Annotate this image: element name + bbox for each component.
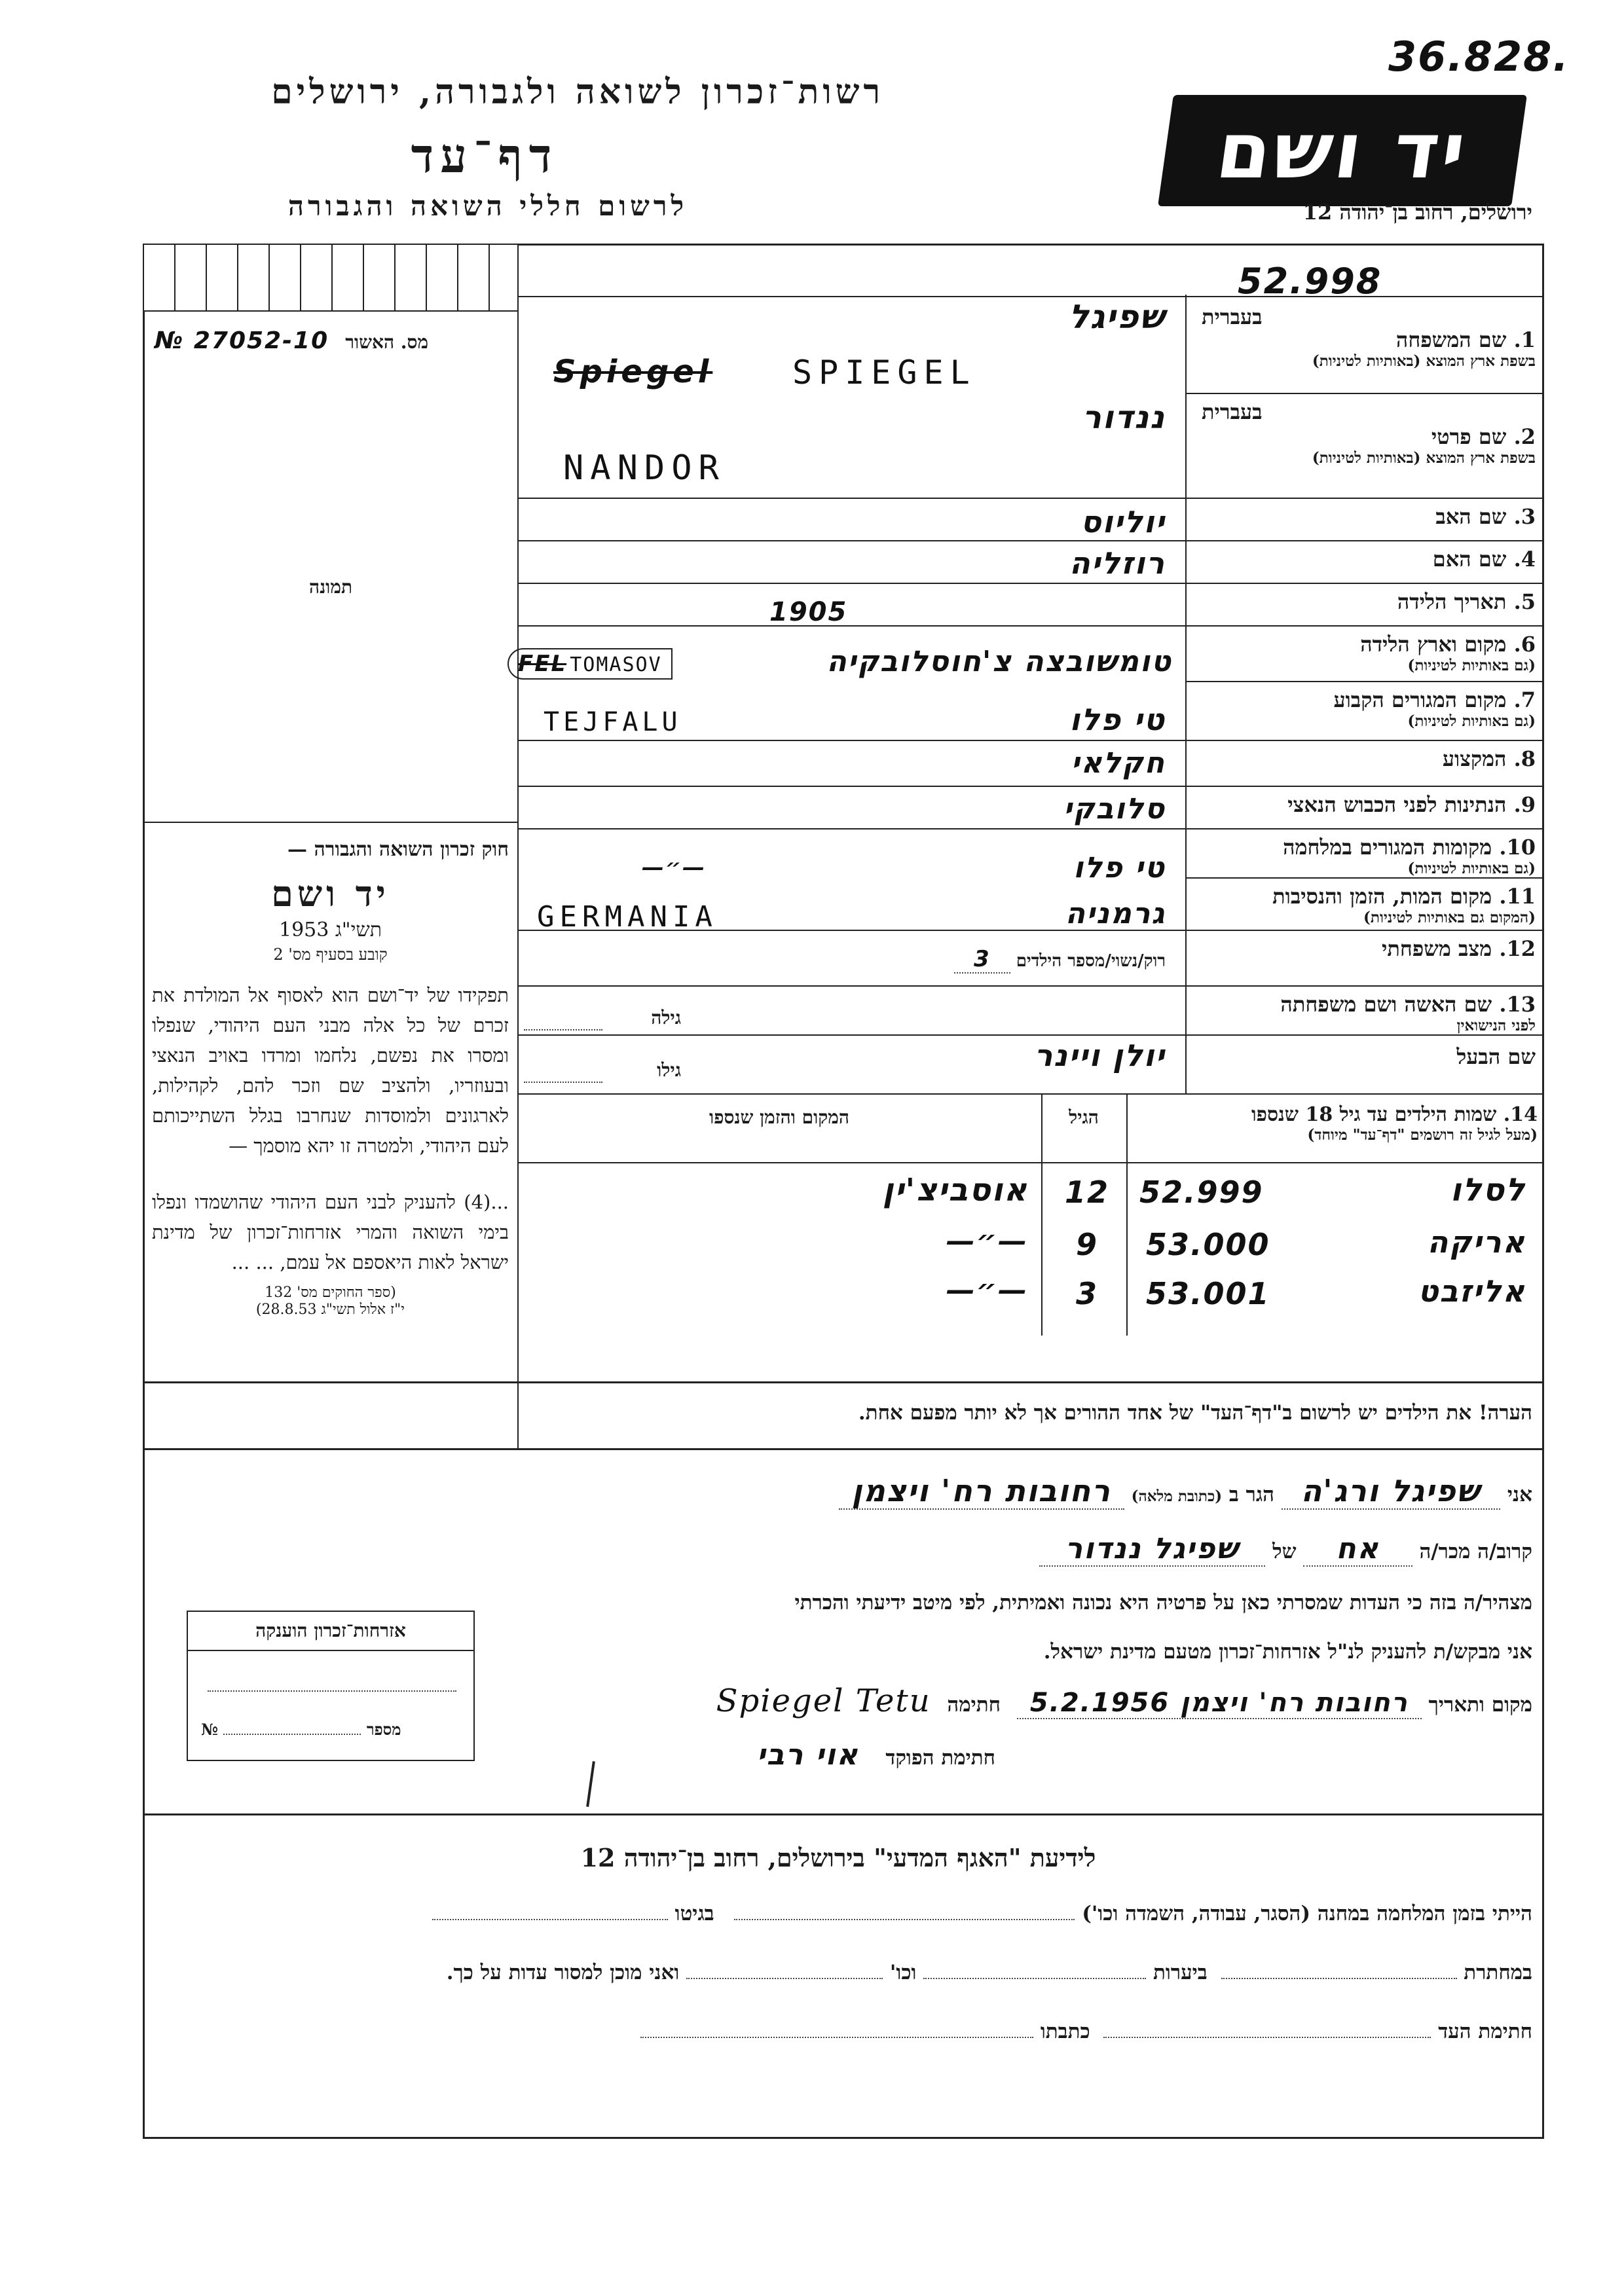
witness-address-label: כתבתו [1040, 2020, 1090, 2043]
law-name: יד ושם [271, 873, 390, 915]
child-row [517, 1273, 1544, 1326]
field-11-sub: (המקום גם באותיות לטיניות) [1363, 909, 1536, 926]
child-name: לסלו [1450, 1172, 1526, 1209]
wife-age-label: גילה [651, 1007, 681, 1029]
law-source-2: י"ז אלול תשי"ג 28.8.53) [255, 1302, 405, 1318]
law-body-2: ...(4) להעניק לבני העם היהודי שהושמדו ונפלו בימי השואה והמרי אזרחות־זכרון של מדינת ישראל לאות היאספם אל עמם, ... ... [152, 1191, 509, 1273]
place-col-header: המקום והזמן שנספו [709, 1106, 849, 1128]
field-5-value: 1905 [769, 597, 848, 627]
decl-mid: הגר ב [1228, 1483, 1274, 1506]
field-6-title: מקום וארץ הלידה [1360, 632, 1507, 657]
declaration-line-6 [537, 1738, 995, 1772]
field-9-value: סלובקי [1063, 792, 1166, 826]
field-2-num: 2. [1513, 424, 1536, 449]
approval-value: № 27052-10 [155, 327, 329, 354]
husband-value: יולן ויינר [1034, 1038, 1166, 1073]
field-6-num: 6. [1513, 632, 1536, 657]
citizenship-number [201, 1720, 463, 1740]
field-8-value: חקלאי [1071, 746, 1166, 780]
field-2-latin-value: NANDOR [563, 448, 726, 488]
photo-placeholder [147, 367, 514, 825]
field-11-num: 11. [1499, 884, 1536, 909]
declaration-line-4: אני מבקש/ת להעניק לנ"ל אזרחות־זכרון מטעם מדינת ישראל. [1043, 1640, 1532, 1664]
field-9-label [1192, 792, 1536, 817]
children-header [1132, 1103, 1538, 1144]
punch-strip [144, 245, 517, 312]
children-header-title: 14. שמות הילדים עד גיל 18 שנספו [1251, 1103, 1538, 1126]
signature-value: Spiegel Tetu [716, 1683, 931, 1719]
child-row [517, 1224, 1544, 1277]
field-8-title: המקצוע [1442, 746, 1507, 771]
field-4-label [1192, 547, 1536, 572]
victim-name: שפיגל ננדור [1039, 1532, 1266, 1567]
declaration-line-5 [498, 1683, 1532, 1719]
decl-relation-label: קרוב/ה מכר/ה [1419, 1540, 1532, 1563]
field-13-sub: לפני הנישואין [1456, 1017, 1536, 1034]
field-6-latin-struck: FEL [518, 651, 567, 677]
footer-camp-label: הייתי בזמן המלחמה במחנה (הסגר, עבודה, השמדה וכו') [1082, 1902, 1532, 1925]
field-8-label [1192, 746, 1536, 771]
field-9-title: הנתינות לפני הכבוש הנאצי [1287, 792, 1507, 817]
witness-signature-label: חתימת העד [1438, 2020, 1532, 2043]
sheet-number: 52.998 [1238, 261, 1382, 302]
form-title: דף־עד [411, 128, 559, 183]
citizenship-title: אזרחות־זכרון הוענקה [188, 1612, 473, 1651]
field-8-num: 8. [1513, 746, 1536, 771]
law-year: תשי"ג 1953 [279, 919, 382, 941]
field-2-title: שם פרטי [1431, 424, 1507, 449]
field-10-title: מקומות המגורים במלחמה [1283, 835, 1492, 860]
field-3-value: יוליוס [1080, 504, 1166, 539]
child-row [517, 1172, 1544, 1224]
field-2-sub: בשפת ארץ המוצא (באותיות לטיניות) [1312, 449, 1536, 467]
footer-forests-label: ביערות [1153, 1961, 1208, 1984]
footer-etc-label: וכו' [889, 1961, 917, 1984]
field-12-marital: רוק/נשוי/מספר הילדים [1016, 951, 1166, 971]
child-number: 53.001 [1146, 1276, 1270, 1311]
decl-sub: (כתובת מלאה) [1131, 1487, 1223, 1505]
declarant-relation: אח [1303, 1532, 1412, 1567]
field-1-latin-value: SPIEGEL [792, 354, 976, 392]
field-2-label [1192, 424, 1536, 467]
field-11-title: מקום המות, הזמן והנסיבות [1272, 884, 1492, 909]
officer-signature: אוי רבי [756, 1738, 859, 1772]
field-1-label [1192, 327, 1536, 370]
field-13-num: 13. [1499, 992, 1536, 1017]
authority-name: רשות־זכרון לשואה ולגבורה, ירושלים [271, 72, 884, 112]
field-2-heb-value: ננדור [1082, 399, 1166, 436]
footer-underground-label: במחתרת [1464, 1961, 1532, 1984]
address: ירושלים, רחוב בן־יהודה 12 [1302, 200, 1532, 225]
place-date-label: מקום ותאריך [1428, 1693, 1532, 1717]
child-place: —״— [946, 1224, 1028, 1258]
decl-of: של [1272, 1540, 1297, 1563]
declaration-line-1 [537, 1473, 1532, 1508]
law-clause: קובע בסעיף מס' 2 [273, 945, 388, 964]
child-place: אוסביצ'ין [882, 1172, 1028, 1209]
declarant-name: שפיגל ורג'ה [1282, 1473, 1500, 1510]
field-10-ditto: —״— [642, 854, 707, 881]
field-7-title: מקום המגורים הקבוע [1333, 687, 1507, 712]
law-body: תפקידו של יד־ושם הוא לאסוף אל המולדת את זכרם של כל אלה מבני העם היהודי, שנפלו ומסרו את נפשם, נלחמו ומרדו באויב הנאצי ובעוזריו, ולהציב שם וזכר להם, לקהילות, לארגונים ולמוסדות שנחרבו בגלל השתייכותם לעם היהודי, ולמטרה זו יהא מוסמך — [152, 984, 509, 1157]
field-11-label [1192, 884, 1536, 926]
field-13-title: שם האשה ושם משפחתה [1280, 992, 1492, 1017]
field-4-title: שם האם [1432, 547, 1507, 572]
field-1-num: 1. [1513, 327, 1536, 352]
no-sign: № [201, 1720, 219, 1739]
field-12-label [1192, 936, 1536, 961]
law-title: חוק זכרון השואה והגבורה — [287, 838, 509, 861]
child-name: אריקה [1427, 1224, 1526, 1260]
field-11-latin-value: GERMANIA [537, 900, 718, 934]
husband-label: שם הבעל [1456, 1044, 1536, 1069]
field-6-latin-value: TOMASOV [570, 653, 662, 676]
field-7-label [1192, 687, 1536, 730]
decl-pre: אני [1507, 1483, 1532, 1506]
footer-title: לידיעת "האגף המדעי" בירושלים, רחוב בן־יהודה 12 [580, 1843, 1096, 1872]
field-12-title: מצב משפחתי [1382, 936, 1492, 961]
field-10-num: 10. [1499, 835, 1536, 860]
approval-label: מס. האשור [345, 331, 429, 353]
field-1-heb-tag: בעברית [1202, 304, 1263, 329]
field-1-title: שם המשפחה [1395, 327, 1507, 352]
field-4-value: רוזליה [1069, 545, 1166, 581]
signature-label: חתימה [947, 1693, 1001, 1717]
child-number: 52.999 [1139, 1175, 1264, 1210]
field-6-latin [507, 648, 673, 680]
field-5-num: 5. [1513, 589, 1536, 614]
field-12-children: 3 [954, 946, 1010, 974]
citizenship-box [187, 1611, 475, 1761]
number-label: מספר [366, 1720, 401, 1739]
law-source: (ספר החוקים מס' 132 [265, 1285, 396, 1301]
field-7-num: 7. [1513, 687, 1536, 712]
place-date-value: רחובות רח' ויצמן 5.2.1956 [1017, 1688, 1422, 1719]
field-1-sub: בשפת ארץ המוצא (באותיות לטיניות) [1312, 352, 1536, 370]
field-9-num: 9. [1513, 792, 1536, 817]
child-age: 12 [1064, 1175, 1109, 1210]
declaration-line-2 [537, 1532, 1532, 1565]
footer-line-2 [157, 1961, 1532, 1984]
officer-signature-label: חתימת הפוקד [885, 1746, 995, 1770]
field-6-value: טומשובצה צ'חוסלובקיה [826, 645, 1172, 678]
footer-ghetto-label: בגיטו [674, 1902, 714, 1925]
field-12-num: 12. [1499, 936, 1536, 961]
field-13-label [1192, 992, 1536, 1034]
field-10-value: טי פלו [1073, 851, 1166, 884]
declaration-line-3: מצהיר/ה בזה כי העדות שמסרתי כאן על פרטיה היא נכונה ואמיתית, לפי מיטב ידיעתי והכרתי [794, 1591, 1532, 1614]
child-age: 3 [1075, 1276, 1098, 1311]
footer-testimony-label: ואני מוכן למסור עדות על כך. [446, 1961, 680, 1984]
field-7-latin-value: TEJFALU [544, 707, 682, 737]
field-5-title: תאריך הלידה [1397, 589, 1507, 614]
child-age: 9 [1075, 1227, 1098, 1262]
field-10-label [1192, 835, 1536, 877]
field-6-sub: (גם באותיות לטיניות) [1407, 657, 1536, 674]
field-2-heb-tag: בעברית [1202, 399, 1263, 424]
declarant-address: רחובות רח' ויצמן [839, 1473, 1124, 1510]
footer-line-1 [157, 1902, 1532, 1925]
field-11-value: גרמניה [1065, 897, 1166, 930]
archive-number: 36.828. [1388, 33, 1570, 81]
field-4-num: 4. [1513, 547, 1536, 572]
footer-line-3 [157, 2020, 1532, 2043]
approval-number [155, 327, 508, 354]
field-3-title: שם האב [1435, 504, 1507, 529]
law-box [152, 838, 509, 1318]
husband-age-label: גילו [657, 1059, 681, 1081]
field-3-label [1192, 504, 1536, 529]
children-header-sub: (מעל לגיל זה רושמים "דף־עד" מיוחד) [1307, 1126, 1538, 1144]
child-number: 53.000 [1146, 1227, 1270, 1262]
note-text: הערה! את הילדים יש לרשום ב"דף־העד" של אחד ההורים אך לא יותר מפעם אחת. [858, 1401, 1532, 1425]
age-col-header: הגיל [1069, 1106, 1099, 1128]
field-1-latin-struck: Spiegel [553, 354, 713, 390]
logo-text: יד ושם [1211, 105, 1474, 196]
field-5-label [1192, 589, 1536, 614]
child-place: —״— [946, 1273, 1028, 1307]
child-name: אליזבט [1418, 1273, 1526, 1309]
field-1-heb-value: שפיגל [1069, 298, 1166, 336]
yad-vashem-logo [1158, 95, 1527, 206]
photo-label: תמונה [308, 576, 353, 598]
field-3-num: 3. [1513, 504, 1536, 529]
field-12-value [825, 946, 1166, 972]
field-6-label [1192, 632, 1536, 674]
form-subtitle: לרשום חללי השואה והגבורה [287, 190, 688, 222]
field-7-value: טי פלו [1069, 702, 1166, 737]
field-10-sub: (גם באותיות לטיניות) [1407, 860, 1536, 877]
field-7-sub: (גם באותיות לטיניות) [1407, 712, 1536, 730]
